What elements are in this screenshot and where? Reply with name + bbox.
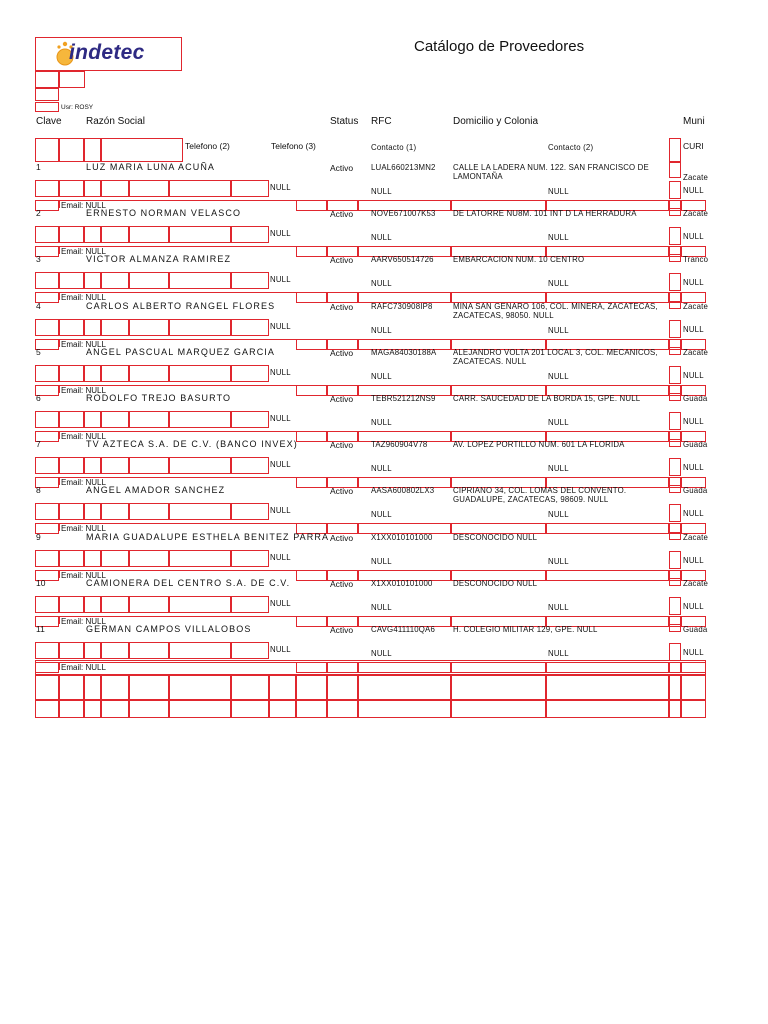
grid-cell bbox=[101, 700, 129, 718]
grid-cell bbox=[129, 226, 169, 243]
record-email: Email: NULL bbox=[61, 293, 106, 302]
record-domicilio: CARR. SAUCEDAD DE LA BORDA 15, GPE. NULL bbox=[453, 393, 641, 403]
record-rfc: AASA600802LX3 bbox=[371, 485, 435, 495]
record-domicilio: CALLE LA LADERA NUM. 122. SAN FRANCISCO DE bbox=[453, 162, 649, 172]
grid-cell bbox=[59, 700, 84, 718]
grid-cell bbox=[101, 319, 129, 336]
grid-cell bbox=[169, 226, 231, 243]
grid-cell bbox=[129, 596, 169, 613]
record-rfc: CAVG411110QA6 bbox=[371, 624, 435, 634]
record-telefono-1: NULL bbox=[270, 274, 291, 284]
grid-cell bbox=[101, 675, 129, 700]
record-rfc: AARV650514726 bbox=[371, 254, 434, 264]
record-contacto-1: NULL bbox=[371, 463, 392, 473]
grid-cell bbox=[669, 458, 681, 476]
grid-cell bbox=[669, 181, 681, 199]
record-telefono-1: NULL bbox=[270, 459, 291, 469]
record-domicilio: H. COLEGIO MILITAR 129, GPE. NULL bbox=[453, 624, 598, 634]
grid-cell bbox=[669, 578, 681, 586]
record-clave: 5 bbox=[36, 347, 41, 357]
grid-cell bbox=[269, 675, 296, 700]
grid-line bbox=[59, 570, 60, 578]
record-contacto-2: NULL bbox=[548, 417, 569, 427]
grid-cell bbox=[35, 642, 59, 659]
grid-cell bbox=[669, 439, 681, 447]
record-contacto-2: NULL bbox=[548, 556, 569, 566]
header-cell bbox=[59, 71, 85, 88]
grid-cell bbox=[101, 365, 129, 382]
record-clave: 6 bbox=[36, 393, 41, 403]
record-curp: NULL bbox=[683, 370, 704, 380]
grid-cell bbox=[231, 365, 269, 382]
record-domicilio: AV. LOPEZ PORTILLO NUM. 601 LA FLORIDA bbox=[453, 439, 625, 449]
record-clave: 2 bbox=[36, 208, 41, 218]
grid-cell bbox=[231, 503, 269, 520]
grid-cell bbox=[35, 180, 59, 197]
grid-cell bbox=[327, 675, 358, 700]
grid-cell bbox=[169, 272, 231, 289]
grid-cell bbox=[129, 550, 169, 567]
record-domicilio: ZACATECAS, 98050. NULL bbox=[453, 310, 554, 320]
grid-cell bbox=[84, 180, 101, 197]
record-domicilio: DESCONOCIDO NULL bbox=[453, 532, 538, 542]
grid-cell bbox=[669, 162, 681, 178]
grid-cell bbox=[129, 700, 169, 718]
record-contacto-1: NULL bbox=[371, 232, 392, 242]
record-contacto-1: NULL bbox=[371, 648, 392, 658]
record-municipio: Tranco bbox=[683, 254, 709, 264]
grid-cell bbox=[84, 596, 101, 613]
grid-cell bbox=[669, 597, 681, 615]
record-telefono-1: NULL bbox=[270, 228, 291, 238]
grid-cell bbox=[35, 660, 706, 675]
grid-cell bbox=[129, 457, 169, 474]
grid-cell bbox=[669, 532, 681, 540]
record-rfc: NOVE671007K53 bbox=[371, 208, 436, 218]
grid-cell bbox=[59, 596, 84, 613]
record-status: Activo bbox=[330, 440, 354, 450]
record-telefono-1: NULL bbox=[270, 367, 291, 377]
header-cell bbox=[84, 138, 101, 162]
record-municipio: Guada bbox=[683, 624, 708, 634]
grid-cell bbox=[59, 675, 84, 700]
grid-cell bbox=[669, 347, 681, 355]
grid-cell bbox=[231, 596, 269, 613]
record-domicilio: EMBARCACION NUM. 10 CENTRO bbox=[453, 254, 585, 264]
col-rfc: RFC bbox=[371, 116, 392, 127]
grid-cell bbox=[669, 254, 681, 262]
record-email: Email: NULL bbox=[61, 478, 106, 487]
grid-cell bbox=[84, 319, 101, 336]
grid-cell bbox=[35, 550, 59, 567]
header-cell bbox=[35, 138, 59, 162]
grid-cell bbox=[101, 596, 129, 613]
grid-cell bbox=[129, 642, 169, 659]
record-status: Activo bbox=[330, 255, 354, 265]
record-curp: NULL bbox=[683, 324, 704, 334]
grid-cell bbox=[231, 272, 269, 289]
grid-cell bbox=[59, 272, 84, 289]
record-razon-social: CARLOS ALBERTO RANGEL FLORES bbox=[86, 301, 276, 311]
grid-line bbox=[59, 385, 60, 393]
header-cell bbox=[35, 102, 59, 112]
record-email: Email: NULL bbox=[61, 247, 106, 256]
grid-cell bbox=[296, 246, 327, 257]
record-curp: NULL bbox=[683, 231, 704, 241]
record-email: Email: NULL bbox=[61, 663, 106, 672]
record-curp: NULL bbox=[683, 647, 704, 657]
record-contacto-2: NULL bbox=[548, 186, 569, 196]
record-razon-social: CAMIONERA DEL CENTRO S.A. DE C.V. bbox=[86, 578, 291, 588]
grid-cell bbox=[669, 551, 681, 569]
record-contacto-2: NULL bbox=[548, 648, 569, 658]
grid-cell bbox=[669, 485, 681, 493]
grid-cell bbox=[129, 411, 169, 428]
col-contacto2: Contacto (2) bbox=[548, 142, 594, 152]
record-contacto-2: NULL bbox=[548, 602, 569, 612]
record-status: Activo bbox=[330, 579, 354, 589]
grid-cell bbox=[451, 675, 546, 700]
header-cell bbox=[669, 138, 681, 162]
header-cell bbox=[101, 138, 183, 162]
col-clave: Clave bbox=[36, 116, 62, 127]
grid-cell bbox=[231, 457, 269, 474]
grid-line bbox=[59, 200, 60, 208]
grid-cell bbox=[169, 457, 231, 474]
record-rfc: X1XX010101000 bbox=[371, 532, 433, 542]
record-clave: 3 bbox=[36, 254, 41, 264]
grid-cell bbox=[84, 411, 101, 428]
grid-cell bbox=[35, 503, 59, 520]
record-telefono-1: NULL bbox=[270, 644, 291, 654]
record-rfc: LUAL660213MN2 bbox=[371, 162, 436, 172]
grid-cell bbox=[327, 700, 358, 718]
grid-cell bbox=[129, 319, 169, 336]
grid-cell bbox=[35, 411, 59, 428]
record-curp: NULL bbox=[683, 277, 704, 287]
grid-cell bbox=[669, 301, 681, 309]
grid-cell bbox=[669, 227, 681, 245]
record-email: Email: NULL bbox=[61, 524, 106, 533]
record-clave: 4 bbox=[36, 301, 41, 311]
record-rfc: TAZ960904V78 bbox=[371, 439, 428, 449]
grid-cell bbox=[669, 675, 681, 700]
grid-line bbox=[59, 523, 60, 531]
record-clave: 1 bbox=[36, 162, 41, 172]
grid-cell bbox=[59, 226, 84, 243]
grid-cell bbox=[169, 503, 231, 520]
grid-cell bbox=[84, 550, 101, 567]
grid-cell bbox=[296, 700, 327, 718]
grid-cell bbox=[169, 596, 231, 613]
grid-line bbox=[59, 477, 60, 485]
grid-cell bbox=[129, 272, 169, 289]
grid-cell bbox=[546, 700, 669, 718]
grid-cell bbox=[101, 180, 129, 197]
record-contacto-1: NULL bbox=[371, 509, 392, 519]
record-domicilio: DESCONOCIDO NULL bbox=[453, 578, 538, 588]
record-status: Activo bbox=[330, 209, 354, 219]
grid-cell bbox=[101, 272, 129, 289]
record-curp: NULL bbox=[683, 601, 704, 611]
col-domicilio: Domicilio y Colonia bbox=[453, 116, 539, 127]
record-telefono-1: NULL bbox=[270, 598, 291, 608]
grid-cell bbox=[231, 411, 269, 428]
grid-cell bbox=[669, 412, 681, 430]
grid-cell bbox=[84, 272, 101, 289]
record-curp: NULL bbox=[683, 185, 704, 195]
record-municipio: Guada bbox=[683, 485, 708, 495]
record-contacto-2: NULL bbox=[548, 278, 569, 288]
record-curp: NULL bbox=[683, 416, 704, 426]
grid-cell bbox=[169, 550, 231, 567]
page-title: Catálogo de Proveedores bbox=[414, 38, 585, 55]
grid-cell bbox=[101, 457, 129, 474]
grid-cell bbox=[231, 319, 269, 336]
grid-cell bbox=[296, 675, 327, 700]
grid-cell bbox=[451, 700, 546, 718]
record-telefono-1: NULL bbox=[270, 413, 291, 423]
grid-cell bbox=[669, 366, 681, 384]
header-cell bbox=[35, 88, 59, 101]
record-domicilio: ZACATECAS. NULL bbox=[453, 356, 527, 366]
record-contacto-1: NULL bbox=[371, 602, 392, 612]
grid-cell bbox=[296, 431, 327, 442]
col-contacto1: Contacto (1) bbox=[371, 142, 417, 152]
record-contacto-1: NULL bbox=[371, 417, 392, 427]
grid-cell bbox=[59, 180, 84, 197]
record-razon-social: ANGEL AMADOR SANCHEZ bbox=[86, 485, 226, 495]
grid-cell bbox=[35, 319, 59, 336]
record-email: Email: NULL bbox=[61, 201, 106, 210]
record-telefono-1: NULL bbox=[270, 505, 291, 515]
record-status: Activo bbox=[330, 625, 354, 635]
grid-cell bbox=[169, 411, 231, 428]
record-municipio: Guada bbox=[683, 439, 708, 449]
grid-cell bbox=[358, 700, 451, 718]
record-email: Email: NULL bbox=[61, 432, 106, 441]
record-email: Email: NULL bbox=[61, 386, 106, 395]
record-razon-social: VICTOR ALMANZA RAMIREZ bbox=[86, 254, 232, 264]
grid-cell bbox=[669, 700, 681, 718]
grid-cell bbox=[59, 319, 84, 336]
grid-cell bbox=[35, 457, 59, 474]
record-rfc: MAGA84030188A bbox=[371, 347, 437, 357]
record-domicilio: LAMONTAÑA bbox=[453, 171, 503, 181]
grid-line bbox=[59, 431, 60, 439]
col-muni: Muni bbox=[683, 116, 705, 127]
record-razon-social: ERNESTO NORMAN VELASCO bbox=[86, 208, 242, 218]
grid-cell bbox=[59, 365, 84, 382]
record-rfc: X1XX010101000 bbox=[371, 578, 433, 588]
grid-cell bbox=[101, 550, 129, 567]
record-curp: NULL bbox=[683, 462, 704, 472]
grid-cell bbox=[231, 642, 269, 659]
grid-cell bbox=[129, 365, 169, 382]
record-status: Activo bbox=[330, 533, 354, 543]
grid-cell bbox=[669, 504, 681, 522]
logo-text: indetec bbox=[69, 41, 145, 64]
grid-cell bbox=[101, 642, 129, 659]
record-razon-social: LUZ MARIA LUNA ACUÑA bbox=[86, 162, 216, 172]
record-municipio: Zacate bbox=[683, 301, 709, 311]
grid-cell bbox=[101, 411, 129, 428]
grid-cell bbox=[669, 273, 681, 291]
grid-cell bbox=[35, 226, 59, 243]
record-clave: 11 bbox=[36, 624, 45, 634]
grid-cell bbox=[169, 365, 231, 382]
record-telefono-1: NULL bbox=[270, 321, 291, 331]
grid-cell bbox=[59, 503, 84, 520]
record-telefono-1: NULL bbox=[270, 552, 291, 562]
record-email: Email: NULL bbox=[61, 617, 106, 626]
record-clave: 7 bbox=[36, 439, 41, 449]
grid-cell bbox=[169, 675, 231, 700]
record-municipio: Guada bbox=[683, 393, 708, 403]
record-contacto-2: NULL bbox=[548, 371, 569, 381]
col-status: Status bbox=[330, 116, 359, 127]
record-contacto-2: NULL bbox=[548, 509, 569, 519]
grid-cell bbox=[169, 319, 231, 336]
grid-cell bbox=[269, 700, 296, 718]
grid-cell bbox=[35, 700, 59, 718]
record-domicilio: GUADALUPE, ZACATECAS, 98609. NULL bbox=[453, 494, 609, 504]
record-domicilio: CIPRIANO 34, COL. LOMAS DEL CONVENTO. bbox=[453, 485, 627, 495]
grid-cell bbox=[169, 700, 231, 718]
record-status: Activo bbox=[330, 348, 354, 358]
record-razon-social: ANGEL PASCUAL MARQUEZ GARCIA bbox=[86, 347, 275, 357]
grid-cell bbox=[231, 675, 269, 700]
record-razon-social: MARIA GUADALUPE ESTHELA BENITEZ PARRA bbox=[86, 532, 330, 542]
user-label: Usr: ROSY bbox=[61, 104, 94, 111]
grid-cell bbox=[681, 700, 706, 718]
grid-cell bbox=[101, 503, 129, 520]
record-curp: NULL bbox=[683, 555, 704, 565]
grid-cell bbox=[669, 643, 681, 661]
record-status: Activo bbox=[330, 486, 354, 496]
grid-cell bbox=[546, 675, 669, 700]
grid-cell bbox=[129, 675, 169, 700]
record-domicilio: DE LATORRE NU8M. 101 INT D LA HERRADURA bbox=[453, 208, 637, 218]
grid-cell bbox=[59, 457, 84, 474]
record-contacto-1: NULL bbox=[371, 278, 392, 288]
header-cell bbox=[59, 138, 84, 162]
grid-line bbox=[59, 616, 60, 624]
grid-cell bbox=[35, 596, 59, 613]
grid-cell bbox=[84, 457, 101, 474]
grid-cell bbox=[84, 226, 101, 243]
record-razon-social: RODOLFO TREJO BASURTO bbox=[86, 393, 232, 403]
grid-line bbox=[59, 246, 60, 254]
record-status: Activo bbox=[330, 302, 354, 312]
grid-cell bbox=[129, 180, 169, 197]
record-rfc: TEBR521212NS9 bbox=[371, 393, 436, 403]
grid-line bbox=[59, 339, 60, 347]
grid-cell bbox=[101, 226, 129, 243]
record-contacto-1: NULL bbox=[371, 556, 392, 566]
record-clave: 8 bbox=[36, 485, 41, 495]
record-contacto-1: NULL bbox=[371, 325, 392, 335]
grid-cell bbox=[296, 477, 327, 488]
col-tel2: Telefono (2) bbox=[185, 141, 230, 151]
record-status: Activo bbox=[330, 163, 354, 173]
grid-cell bbox=[59, 550, 84, 567]
grid-cell bbox=[296, 292, 327, 303]
grid-cell bbox=[296, 200, 327, 211]
record-municipio: Zacate bbox=[683, 172, 709, 182]
grid-cell bbox=[231, 550, 269, 567]
record-municipio: Zacate bbox=[683, 208, 709, 218]
grid-cell bbox=[59, 411, 84, 428]
grid-cell bbox=[59, 642, 84, 659]
col-razon: Razón Social bbox=[86, 116, 145, 127]
record-contacto-2: NULL bbox=[548, 463, 569, 473]
record-municipio: Zacate bbox=[683, 578, 709, 588]
record-contacto-1: NULL bbox=[371, 371, 392, 381]
record-email: Email: NULL bbox=[61, 571, 106, 580]
record-email: Email: NULL bbox=[61, 340, 106, 349]
grid-cell bbox=[296, 339, 327, 350]
grid-cell bbox=[296, 385, 327, 396]
grid-cell bbox=[169, 180, 231, 197]
grid-cell bbox=[129, 503, 169, 520]
grid-cell bbox=[669, 320, 681, 338]
record-clave: 10 bbox=[36, 578, 46, 588]
grid-cell bbox=[669, 624, 681, 632]
record-razon-social: TV AZTECA S.A. DE C.V. (BANCO INVEX) bbox=[86, 439, 298, 449]
grid-cell bbox=[84, 503, 101, 520]
record-domicilio: ALEJANDRO VOLTA 201 LOCAL 3, COL. MECANICOS, bbox=[453, 347, 658, 357]
record-razon-social: GERMAN CAMPOS VILLALOBOS bbox=[86, 624, 252, 634]
record-status: Activo bbox=[330, 394, 354, 404]
grid-cell bbox=[84, 642, 101, 659]
record-rfc: RAFC730908IP8 bbox=[371, 301, 433, 311]
grid-cell bbox=[669, 393, 681, 401]
record-contacto-2: NULL bbox=[548, 232, 569, 242]
grid-cell bbox=[169, 642, 231, 659]
col-curp: CURI bbox=[683, 141, 704, 151]
grid-cell bbox=[296, 570, 327, 581]
grid-cell bbox=[35, 675, 59, 700]
record-curp: NULL bbox=[683, 508, 704, 518]
grid-cell bbox=[231, 226, 269, 243]
record-contacto-2: NULL bbox=[548, 325, 569, 335]
col-tel3: Telefono (3) bbox=[271, 141, 316, 151]
record-telefono-1: NULL bbox=[270, 182, 291, 192]
grid-cell bbox=[358, 675, 451, 700]
record-municipio: Zacate bbox=[683, 347, 709, 357]
header-cell bbox=[35, 71, 59, 88]
record-municipio: Zacate bbox=[683, 532, 709, 542]
grid-cell bbox=[35, 272, 59, 289]
record-domicilio: MINA SAN GENARO 106, COL. MINERA, ZACATECAS, bbox=[453, 301, 658, 311]
grid-cell bbox=[231, 180, 269, 197]
grid-cell bbox=[35, 365, 59, 382]
grid-cell bbox=[296, 616, 327, 627]
grid-cell bbox=[84, 700, 101, 718]
grid-line bbox=[59, 292, 60, 300]
record-contacto-1: NULL bbox=[371, 186, 392, 196]
grid-cell bbox=[669, 208, 681, 216]
record-clave: 9 bbox=[36, 532, 41, 542]
grid-cell bbox=[231, 700, 269, 718]
grid-cell bbox=[84, 675, 101, 700]
grid-cell bbox=[681, 675, 706, 700]
grid-cell bbox=[84, 365, 101, 382]
